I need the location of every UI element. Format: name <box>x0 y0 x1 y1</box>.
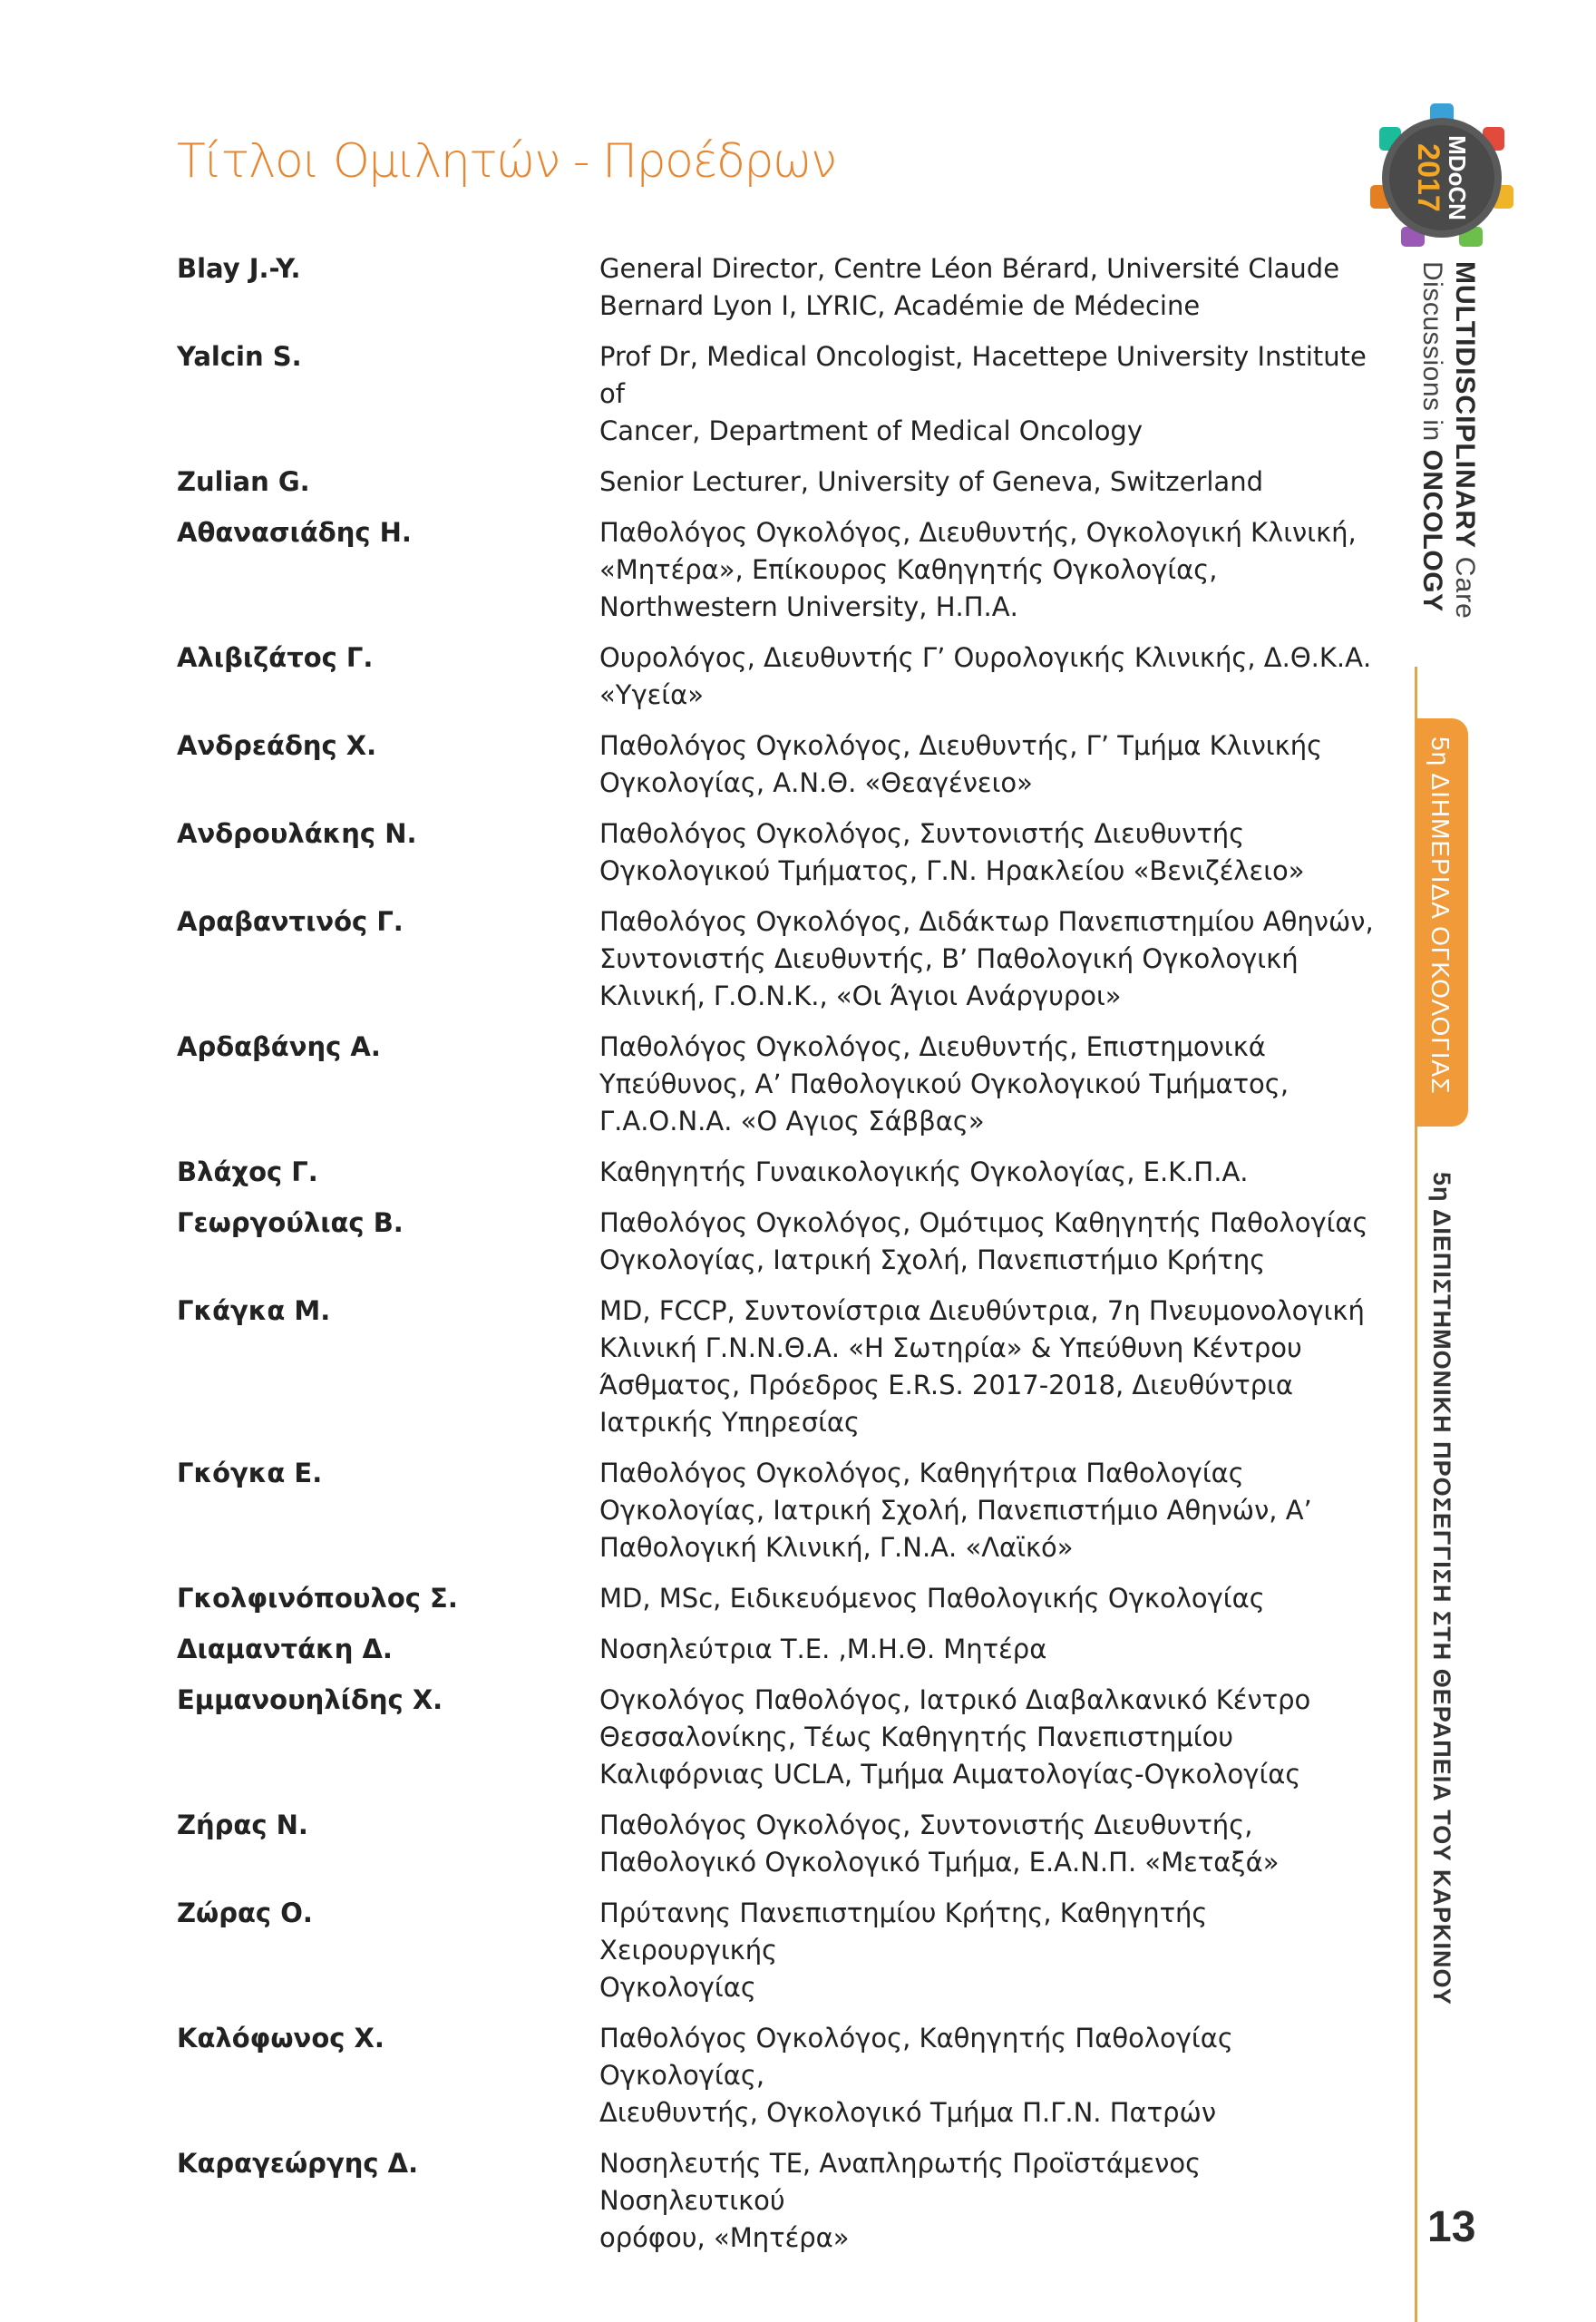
speaker-row <box>177 1580 1374 1617</box>
speaker-title: Νοσηλευτής ΤΕ, Αναπληρωτής Προϊστάμενος Νοσηλευτικού ορόφου, «Μητέρα» <box>599 2148 1202 2253</box>
speaker-title: Prof Dr, Medical Oncologist, Hacettepe University Institute of Cancer, Department of Medical Oncology <box>599 341 1367 446</box>
speaker-title: MD, FCCP, Συντονίστρια Διευθύντρια, 7η Πνευμονολογική Κλινική Γ.Ν.Ν.Θ.Α. «Η Σωτηρία» & Υπεύθυνη Κέντρου Άσθματος, Πρόεδρος E.R.S. 2017-2018, Διευθύντρια Ιατρικής Υπηρεσίας <box>599 1295 1365 1438</box>
speaker-title: Senior Lecturer, University of Geneva, Switzerland <box>599 466 1263 497</box>
speaker-title: Παθολόγος Ογκολόγος, Ομότιμος Καθηγητής Παθολογίας Ογκολογίας, Ιατρική Σχολή, Πανεπιστήμιο Κρήτης <box>599 1207 1368 1275</box>
speaker-name: Ζώρας Ο. <box>177 1898 313 1928</box>
speaker-name: Ζήρας Ν. <box>177 1810 308 1840</box>
speaker-row <box>177 1455 1374 1566</box>
speaker-row <box>177 1631 1374 1668</box>
speaker-row <box>177 338 1374 450</box>
care-text: Care <box>1450 556 1480 620</box>
speaker-name: Αλιβιζάτος Γ. <box>177 642 374 673</box>
speaker-name: Βλάχος Γ. <box>177 1156 318 1187</box>
logo-text-1: MDoCN <box>1444 135 1471 220</box>
speaker-title: Καθηγητής Γυναικολογικής Ογκολογίας, Ε.Κ.Π.Α. <box>599 1156 1249 1187</box>
speaker-row <box>177 1895 1374 2006</box>
speaker-name: Ανδρουλάκης Ν. <box>177 818 417 849</box>
speaker-name: Αραβαντινός Γ. <box>177 906 404 937</box>
speaker-row <box>177 1205 1374 1279</box>
sidebar-badge-text: 5η ΔΙΗΜΕΡΙΔΑ ΟΓΚΟΛΟΓΙΑΣ <box>1426 737 1455 1095</box>
sidebar-event-title: 5η ΔΙΕΠΙΣΤΗΜΟΝΙΚΗ ΠΡΟΣΕΓΓΙΣΗ ΣΤΗ ΘΕΡΑΠΕΙΑ ΤΟΥ ΚΑΡΚΙΝΟΥ <box>1428 1172 1455 2005</box>
speaker-title: Νοσηλεύτρια Τ.Ε. ,Μ.Η.Θ. Μητέρα <box>599 1634 1047 1664</box>
speaker-list <box>177 250 1374 2270</box>
speaker-title: Παθολόγος Ογκολόγος, Διευθυντής, Ογκολογική Κλινική, «Μητέρα», Επίκουρος Καθηγητής Ογκολογίας, Northwestern University, Η.Π.Α. <box>599 517 1357 622</box>
speaker-name: Ανδρεάδης Χ. <box>177 730 377 761</box>
speaker-title: Παθολόγος Ογκολόγος, Καθηγήτρια Παθολογίας Ογκολογίας, Ιατρική Σχολή, Πανεπιστήμιο Αθηνών, Α’ Παθολογική Κλινική, Γ.Ν.Α. «Λαϊκό» <box>599 1458 1312 1563</box>
speaker-name: Εμμανουηλίδης Χ. <box>177 1684 443 1715</box>
speaker-title: Παθολόγος Ογκολόγος, Καθηγητής Παθολογίας Ογκολογίας, Διευθυντής, Ογκολογικό Τμήμα Π.Γ.Ν. Πατρών <box>599 2023 1233 2128</box>
speaker-row <box>177 1807 1374 1881</box>
speaker-row <box>177 1154 1374 1191</box>
speaker-row <box>177 1682 1374 1793</box>
discussions-text: Discussions in <box>1417 261 1447 442</box>
mdocn-logo <box>1365 98 1519 252</box>
speaker-title: Παθολόγος Ογκολόγος, Διευθυντής, Γ’ Τμήμα Κλινικής Ογκολογίας, Α.Ν.Θ. «Θεαγένειο» <box>599 730 1323 798</box>
speaker-name: Καραγεώργης Δ. <box>177 2148 419 2179</box>
speaker-row <box>177 2145 1374 2257</box>
speaker-name: Blay J.-Y. <box>177 253 301 284</box>
speaker-row <box>177 250 1374 325</box>
speaker-row <box>177 639 1374 714</box>
speaker-name: Yalcin S. <box>177 341 302 372</box>
sidebar-discussions <box>1416 261 1447 612</box>
speaker-title: Παθολόγος Ογκολόγος, Διευθυντής, Επιστημονικά Υπεύθυνος, Α’ Παθολογικού Ογκολογικού Τμήματος, Γ.Α.Ο.Ν.Α. «Ο Αγιος Σάββας» <box>599 1031 1289 1137</box>
multidisciplinary-text: MULTIDISCIPLINARY <box>1450 261 1480 549</box>
speaker-name: Γεωργούλιας Β. <box>177 1207 404 1238</box>
speaker-name: Διαμαντάκη Δ. <box>177 1634 393 1664</box>
speaker-row <box>177 463 1374 501</box>
speaker-row <box>177 903 1374 1015</box>
page-title: Τίτλοι Ομιλητών - Προέδρων <box>177 134 836 189</box>
page-number: 13 <box>1427 2203 1476 2251</box>
speaker-title: General Director, Centre Léon Bérard, Université Claude Bernard Lyon I, LYRIC, Académie de Médecine <box>599 253 1340 321</box>
speaker-row <box>177 514 1374 626</box>
speaker-row <box>177 2020 1374 2132</box>
speaker-row <box>177 1029 1374 1140</box>
speaker-name: Καλόφωνος Χ. <box>177 2023 384 2054</box>
speaker-name: Γκόγκα Ε. <box>177 1458 323 1488</box>
speaker-title: Παθολόγος Ογκολόγος, Συντονιστής Διευθυντής Ογκολογικού Τμήματος, Γ.Ν. Ηρακλείου «Βενιζέλειο» <box>599 818 1305 886</box>
speaker-title: Πρύτανης Πανεπιστημίου Κρήτης, Καθηγητής Χειρουργικής Ογκολογίας <box>599 1898 1208 2003</box>
speaker-name: Zulian G. <box>177 466 310 497</box>
speaker-title: Παθολόγος Ογκολόγος, Συντονιστής Διευθυντής, Παθολογικό Ογκολογικό Τμήμα, Ε.Α.Ν.Π. «Μεταξά» <box>599 1810 1280 1878</box>
speaker-name: Γκολφινόπουλος Σ. <box>177 1583 458 1614</box>
speaker-title: Παθολόγος Ογκολόγος, Διδάκτωρ Πανεπιστημίου Αθηνών, Συντονιστής Διευθυντής, Β’ Παθολογική Ογκολογική Κλινική, Γ.Ο.Ν.Κ., «Οι Άγιοι Ανάργυροι» <box>599 906 1374 1011</box>
speaker-title: MD, MSc, Ειδικευόμενος Παθολογικής Ογκολογίας <box>599 1583 1265 1614</box>
speaker-name: Γκάγκα Μ. <box>177 1295 331 1326</box>
oncology-text: ONCOLOGY <box>1417 449 1447 612</box>
speaker-name: Αρδαβάνης Α. <box>177 1031 381 1062</box>
speaker-row <box>177 1293 1374 1441</box>
speaker-row <box>177 815 1374 890</box>
sidebar-multidisciplinary <box>1449 261 1480 620</box>
speaker-name: Αθανασιάδης Η. <box>177 517 412 548</box>
speaker-title: Ογκολόγος Παθολόγος, Ιατρικό Διαβαλκανικό Κέντρο Θεσσαλονίκης, Τέως Καθηγητής Πανεπιστημίου Καλιφόρνιας UCLA, Τμήμα Αιματολογίας-Ογκολογίας <box>599 1684 1311 1790</box>
logo-text-2: 2017 <box>1411 143 1445 212</box>
speaker-title: Ουρολόγος, Διευθυντής Γ’ Ουρολογικής Κλινικής, Δ.Θ.Κ.Α. «Υγεία» <box>599 642 1372 710</box>
speaker-row <box>177 727 1374 802</box>
